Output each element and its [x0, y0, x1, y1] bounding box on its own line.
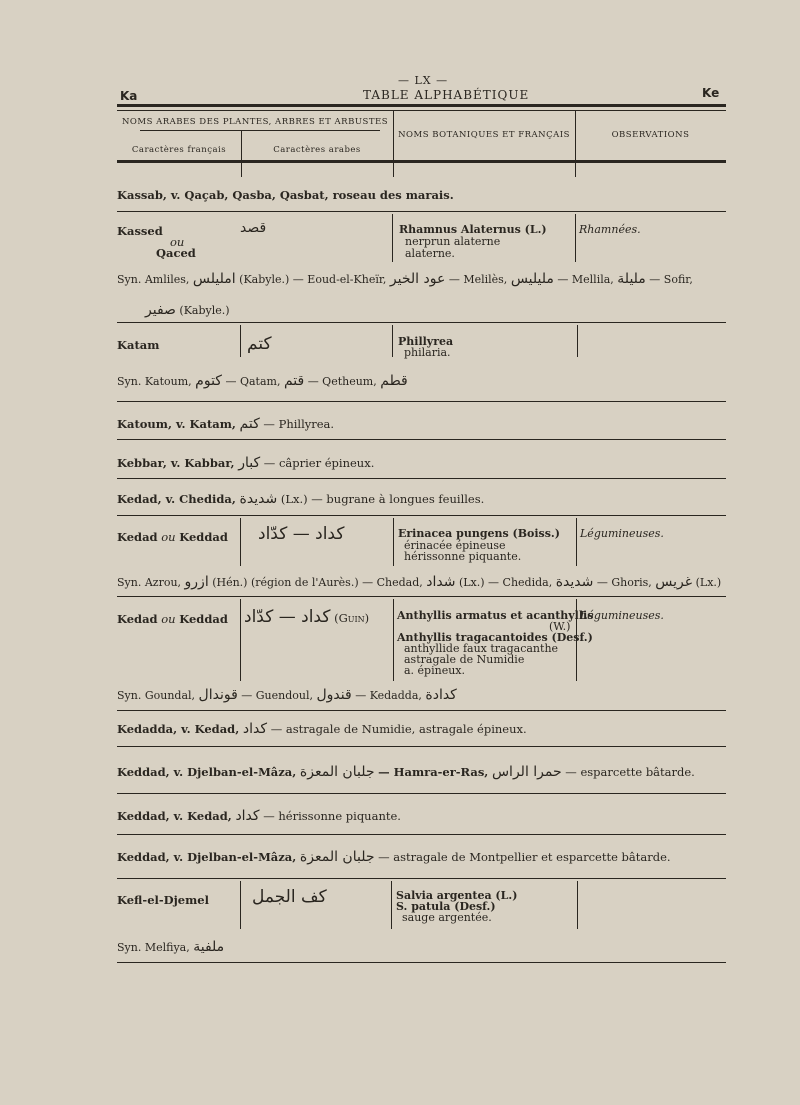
row-rule: [117, 878, 726, 879]
kassed-bot1: Rhamnus Alaternus (L.): [399, 223, 547, 236]
entry-kebbar: Kebbar, v. Kabbar, كبار — câprier épineux.: [117, 455, 375, 471]
cell-divider: [393, 599, 394, 681]
kedad2-bot4: astragale de Numidie: [404, 653, 525, 666]
header-divider: [393, 110, 394, 163]
entry-kassab: Kassab, v. Qaçab, Qasba, Qasbat, roseau des marais.: [117, 188, 454, 202]
kassed-synonyms: Syn. Amliles, املیلس (Kabyle.) — Eoud-el-Kheïr, عود الخير — Melilès, مليليس — Mellila, مليلة — Sofir,: [117, 271, 693, 287]
kefl-bot1: Salvia argentea (L.): [396, 889, 518, 902]
row-rule: [117, 322, 726, 323]
kedad1-obs: Légumineuses.: [580, 527, 664, 540]
row-rule: [117, 515, 726, 516]
kedad2-bot5: a. épineux.: [404, 664, 465, 677]
row-rule: [117, 710, 726, 711]
cell-divider: [392, 325, 393, 357]
katam-bot1: Phillyrea: [398, 335, 454, 348]
entry-kedad: Kedad, v. Chedida, شديدة (Lx.) — bugrane à longues feuilles.: [117, 491, 485, 507]
kassed-ou: ou: [170, 235, 185, 249]
header-top-rule-thin: [117, 110, 726, 111]
kedad2-obs: Légumineuses.: [580, 609, 664, 622]
group-under-rule: [140, 130, 380, 131]
page-number: — LX —: [398, 74, 449, 87]
kedad2-bot3: anthyllide faux tragacanthe: [404, 642, 559, 655]
kedad1-name: Kedad ou Keddad: [117, 530, 228, 544]
kedad2-bot1b: (W.): [549, 620, 571, 633]
katam-name: Katam: [117, 338, 160, 352]
entry-keddad-2: Keddad, v. Kedad, كداد — hérissonne piquante.: [117, 808, 401, 824]
left-corner-letters: Ka: [120, 89, 138, 103]
kedad1-synonyms: Syn. Azrou, ازرو (Hén.) (région de l'Aurès.) — Chedad, شداد (Lx.) — Chedida, شديدة — Ghoris, غريس (Lx.): [117, 574, 722, 590]
kedad2-name: Kedad ou Keddad: [117, 612, 228, 626]
cell-divider: [240, 325, 241, 357]
header-divider: [241, 131, 242, 163]
kassed-synonyms-cont: صفير (Kabyle.): [145, 302, 230, 318]
cell-divider: [240, 518, 241, 566]
kassed-bot2: nerprun alaterne: [405, 235, 501, 248]
column-guide: [393, 163, 394, 177]
col-botanical-names: NOMS BOTANIQUES ET FRANÇAIS: [398, 130, 570, 140]
kefl-arabic: كف الجمل: [252, 887, 327, 907]
right-corner-letters: Ke: [702, 86, 720, 100]
entry-katoum: Katoum, v. Katam, كتم — Phillyrea.: [117, 416, 335, 432]
entry-keddad-1: Keddad, v. Djelban-el-Mâza, جلبان المعزة — Hamra-er-Ras, حمرا الراس — esparcette bâtarde.: [117, 764, 695, 780]
kefl-synonyms: Syn. Melfiya, ملفية: [117, 939, 225, 955]
kedad1-bot1: Erinacea pungens (Boiss.): [398, 527, 560, 540]
col-group-arabic-names: NOMS ARABES DES PLANTES, ARBRES ET ARBUSTES: [121, 117, 389, 127]
katam-synonyms: Syn. Katoum, كتوم — Qatam, قتم — Qetheum, قطم: [117, 373, 408, 389]
header-bottom-rule: [117, 160, 726, 163]
cell-divider: [577, 325, 578, 357]
kefl-bot3: sauge argentée.: [402, 911, 492, 924]
katam-arabic: كتم: [247, 334, 272, 354]
kedad1-bot3: hérissonne piquante.: [404, 550, 522, 563]
kassed-obs: Rhamnées.: [579, 223, 641, 236]
cell-divider: [576, 518, 577, 566]
cell-divider: [392, 214, 393, 262]
col-arabic-chars: Caractères arabes: [273, 145, 361, 155]
kassed-alt: Qaced: [156, 246, 196, 260]
kefl-name: Kefl-el-Djemel: [117, 893, 209, 907]
katam-bot2: philaria.: [404, 346, 451, 359]
cell-divider: [575, 214, 576, 262]
entry-keddad-3: Keddad, v. Djelban-el-Mâza, جلبان المعزة — astragale de Montpellier et esparcette bâtarde.: [117, 849, 671, 865]
cell-divider: [577, 881, 578, 929]
kedad2-bot2: Anthyllis tragacantoides (Desf.): [397, 631, 593, 644]
row-rule: [117, 962, 726, 963]
kassed-bot3: alaterne.: [405, 247, 455, 260]
cell-divider: [240, 599, 241, 681]
row-rule: [117, 478, 726, 479]
col-observations: OBSERVATIONS: [611, 130, 690, 140]
kedad2-arabic-cell: كداد — كدّاد (Guin): [244, 607, 370, 627]
kassed-arabic: قصد: [240, 220, 267, 236]
row-rule: [117, 834, 726, 835]
row-rule: [117, 211, 726, 212]
kedad2-synonyms: Syn. Goundal, قوندال — Guendoul, قندول — Kedadda, كدادة: [117, 687, 457, 703]
kedad2-bot1: Anthyllis armatus et acanthyllis: [397, 609, 594, 622]
row-rule: [117, 401, 726, 402]
cell-divider: [393, 518, 394, 566]
kedad1-bot2: érinacée épineuse: [404, 539, 506, 552]
entry-kedadda: Kedadda, v. Kedad, كداد — astragale de Numidie, astragale épineux.: [117, 721, 527, 737]
kefl-bot2: S. patula (Desf.): [396, 900, 496, 913]
running-title: TABLE ALPHABÉTIQUE: [363, 88, 530, 102]
header-top-rule: [117, 104, 726, 107]
column-guide: [241, 163, 242, 177]
cell-divider: [391, 881, 392, 929]
row-rule: [117, 746, 726, 747]
row-rule: [117, 596, 726, 597]
kedad1-arabic: كداد — كدّاد: [258, 524, 345, 544]
row-rule: [117, 439, 726, 440]
row-rule: [117, 793, 726, 794]
cell-divider: [240, 881, 241, 929]
col-french-chars: Caractères français: [131, 145, 227, 155]
column-guide: [575, 163, 576, 177]
header-divider: [575, 110, 576, 163]
kassed-name: Kassed: [117, 224, 163, 238]
